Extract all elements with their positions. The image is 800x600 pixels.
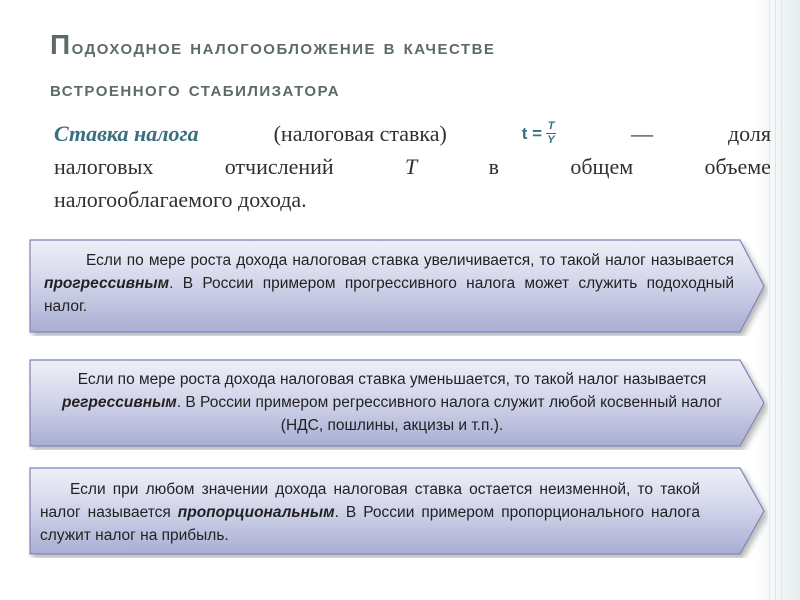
title-line-2: встроенного стабилизатора [50,76,341,101]
proportional-tax-text [40,478,700,547]
slide-title [50,24,730,110]
progressive-tax-text [44,249,734,318]
word-otchisleniy: отчислений [224,154,334,179]
definition-line-1 [54,117,771,150]
word-obshchem: общем [570,154,634,179]
text-after: . В России примером прогрессивного налога может служить подоходный налог. [44,275,734,315]
text-after: . В России примером регрессивного налога служит любой косвенный налог (НДС, пошлины, акцизы и т.п.). [176,394,722,434]
frame-line-1 [769,0,770,600]
regressive-tax-box [28,358,768,450]
tax-rate-formula [522,117,556,150]
formula-fraction [546,121,556,146]
formula-numerator: T [547,120,555,132]
symbol-T: T [405,154,418,179]
definition-paragraph [54,117,771,216]
word-nalogovyh: налоговых [54,154,154,179]
text-after: . В России примером пропорционального налога служит налог на прибыль. [40,504,700,544]
regressive-tax-text [56,368,728,437]
text-before: Если при любом значении дохода налоговая ставка остается неизменной, то такой налог называется [40,481,700,521]
text-before: Если по мере роста дохода налоговая ставка увеличивается, то такой налог называется [86,252,734,269]
definition-line-2 [54,150,771,183]
definition-line-3: налогооблагаемого дохода. [54,187,307,212]
term-paren: (налоговая ставка) [273,121,447,146]
proportional-tax-box [28,466,768,558]
progressive-tax-box [28,238,768,336]
term-progressive: прогрессивным [44,275,170,292]
term-tax-rate: Ставка налога [54,121,199,146]
frame-line-3 [781,0,782,600]
formula-denominator: Y [547,134,555,146]
word-obyeme: объеме [704,154,771,179]
word-dolya: доля [727,121,771,146]
word-v: в [488,154,499,179]
formula-lhs: t = [521,124,543,143]
term-regressive: регрессивным [62,394,177,411]
text-before: Если по мере роста дохода налоговая ставка уменьшается, то такой налог называется [77,371,707,388]
term-proportional: пропорциональным [177,504,335,521]
frame-line-2 [775,0,776,600]
dash: — [631,121,654,146]
title-line-1: Подоходное налогообложение в качестве [50,29,496,60]
